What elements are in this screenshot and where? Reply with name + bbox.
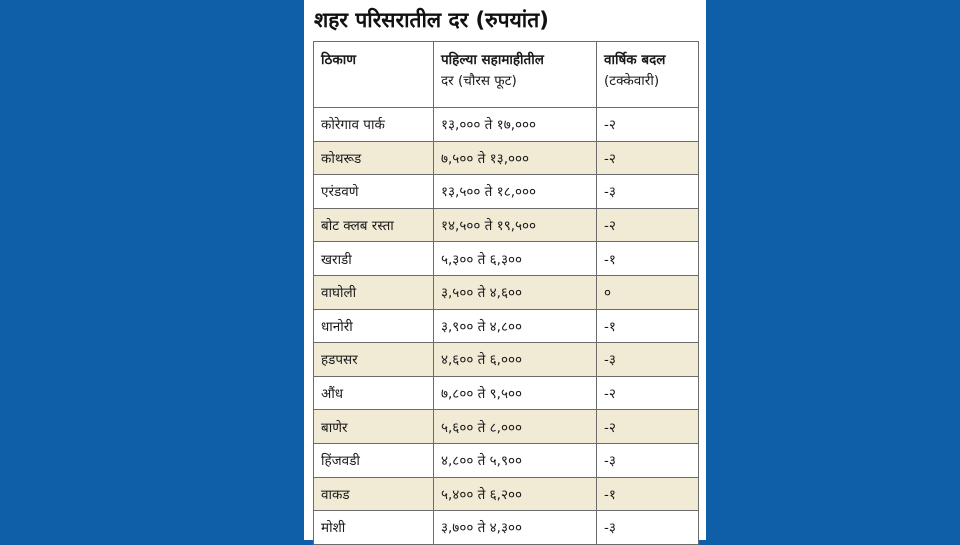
cell-rate: १४,५०० ते १९,५०० <box>434 208 597 242</box>
cell-rate: ४,८०० ते ५,९०० <box>434 443 597 477</box>
cell-place: धानोरी <box>314 309 434 343</box>
cell-change: -२ <box>597 410 699 444</box>
table-row <box>314 477 699 511</box>
table-row <box>314 208 699 242</box>
cell-place: बाणेर <box>314 410 434 444</box>
cell-place: कोरेगाव पार्क <box>314 108 434 142</box>
cell-rate: ३,५०० ते ४,६०० <box>434 275 597 309</box>
table-row <box>314 443 699 477</box>
table-row <box>314 141 699 175</box>
cell-change: -१ <box>597 477 699 511</box>
table-row <box>314 175 699 209</box>
rates-panel <box>304 0 706 540</box>
rates-table <box>313 41 699 545</box>
table-row <box>314 343 699 377</box>
cell-place: औंध <box>314 376 434 410</box>
table-row <box>314 108 699 142</box>
cell-rate: १३,५०० ते १८,००० <box>434 175 597 209</box>
header-rate-line1: पहिल्या सहामाहीतील <box>441 52 544 68</box>
cell-place: वाकड <box>314 477 434 511</box>
cell-change: -१ <box>597 242 699 276</box>
cell-rate: ७,८०० ते ९,५०० <box>434 376 597 410</box>
table-row <box>314 376 699 410</box>
cell-rate: ५,३०० ते ६,३०० <box>434 242 597 276</box>
cell-change: -२ <box>597 141 699 175</box>
cell-rate: ५,६०० ते ८,००० <box>434 410 597 444</box>
header-change <box>597 42 699 108</box>
cell-place: वाघोली <box>314 275 434 309</box>
cell-place: मोशी <box>314 511 434 545</box>
table-row <box>314 410 699 444</box>
header-place: ठिकाण <box>314 42 434 108</box>
page-title: शहर परिसरातील दर (रुपयांत) <box>314 8 549 32</box>
cell-rate: १३,००० ते १७,००० <box>434 108 597 142</box>
cell-rate: ३,९०० ते ४,८०० <box>434 309 597 343</box>
table-row <box>314 275 699 309</box>
header-rate <box>434 42 597 108</box>
cell-change: -१ <box>597 309 699 343</box>
cell-change: -२ <box>597 108 699 142</box>
cell-place: कोथरूड <box>314 141 434 175</box>
cell-change: -२ <box>597 208 699 242</box>
cell-rate: ५,४०० ते ६,२०० <box>434 477 597 511</box>
cell-change: -३ <box>597 511 699 545</box>
cell-place: बोट क्लब रस्ता <box>314 208 434 242</box>
cell-change: -३ <box>597 343 699 377</box>
cell-place: एरंडवणे <box>314 175 434 209</box>
cell-place: हिंजवडी <box>314 443 434 477</box>
header-change-line2: (टक्केवारी) <box>604 73 660 89</box>
cell-change: -२ <box>597 376 699 410</box>
cell-place: खराडी <box>314 242 434 276</box>
cell-change: -३ <box>597 175 699 209</box>
cell-change: -३ <box>597 443 699 477</box>
cell-rate: ४,६०० ते ६,००० <box>434 343 597 377</box>
header-change-line1: वार्षिक बदल <box>604 52 666 68</box>
cell-rate: ७,५०० ते १३,००० <box>434 141 597 175</box>
table-row <box>314 511 699 545</box>
table-row <box>314 309 699 343</box>
cell-place: हडपसर <box>314 343 434 377</box>
cell-change: ० <box>597 275 699 309</box>
header-rate-line2: दर (चौरस फूट) <box>441 73 517 89</box>
table-row <box>314 242 699 276</box>
cell-rate: ३,७०० ते ४,३०० <box>434 511 597 545</box>
table-header-row <box>314 42 699 108</box>
